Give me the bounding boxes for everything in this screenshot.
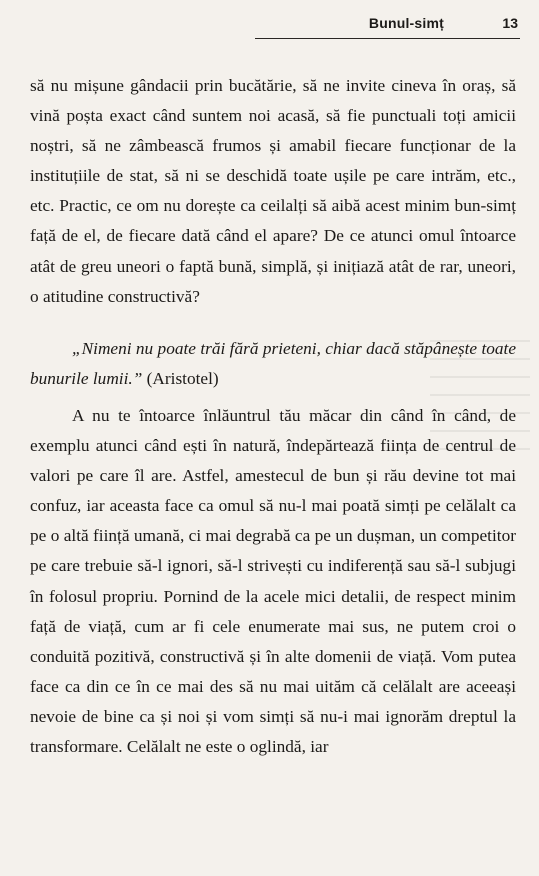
paragraph: A nu te întoarce înlăuntrul tău măcar din când în când, de exemplu atunci când ești în natură, îndepărtează ființa de centrul de valori pe care îl are. Astfel, amestecul de bun și rău devine tot mai confuz, iar aceasta face ca omul să nu-l mai poată simți pe celălalt ca pe o altă ființă umană, ci mai degrabă ca pe un dușman, un competitor pe care trebuie să-l ignori, să-l strivești cu indiferență sau să-l subjugi în folosul propriu. Pornind de la acele mici detalii, de respect minim față de viață, cum ar fi cele enumerate mai sus, ne putem croi o conduită pozitivă, constructivă și în alte domenii de viață. Vom putea face ca din ce în ce mai des să nu mai uităm că celălalt are aceeași nevoie de bine ca și noi și vom simți să nu-i mai ignorăm dreptul la transformare. Celălalt ne este o oglindă, iar — [30, 405, 516, 756]
running-header — [255, 12, 520, 39]
page-number: 13 — [502, 15, 518, 31]
quote-author: (Aristotel) — [142, 368, 219, 388]
running-title: Bunul-simț — [368, 15, 444, 31]
quote-paragraph — [30, 334, 516, 394]
paragraph-continued: să nu mișune gândacii prin bucătărie, să ne invite cineva în oraș, să vină poșta exact când suntem noi acasă, să fie punctuali toți amicii noștri, să ne zâmbească frumos și amabil fiecare funcționar de la instituțiile de stat, să ni se deschidă toate ușile pe care intrăm, etc., etc. Practic, ce om nu dorește ca ceilalți să aibă acest minim bun-simț față de el, de fiecare dată când el apare? De ce atunci omul întoarce atât de greu uneori o faptă bună, simplă, și inițiază atât de rar, uneori, o atitudine constructivă? — [30, 76, 516, 306]
quote-text: „Nimeni nu poate trăi fără prieteni, chiar dacă stăpânește toate bunurile lumii.” — [30, 338, 516, 388]
body-text — [30, 71, 516, 762]
